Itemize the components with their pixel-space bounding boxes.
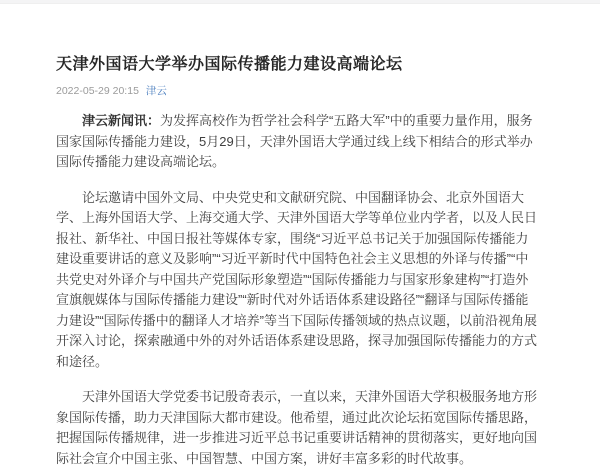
article-paragraph-3	[56, 387, 537, 469]
article-container	[56, 54, 537, 469]
paragraph-text: 为发挥高校作为哲学社会科学“五路大军”中的重要力量作用，服务国家国际传播能力建设，5月29日，天津外国语大学通过线上线下相结合的形式举办国际传播能力建设高端论坛。	[56, 113, 533, 169]
article-paragraph-2	[56, 188, 537, 373]
paragraph-text: 天津外国语大学党委书记殷奇表示，一直以来，天津外国语大学积极服务地方形象国际传播，助力天津国际大都市建设。他希望，通过此次论坛拓宽国际传播思路，把握国际传播规律，进一步推进习近平总书记重要讲话精神的贯彻落实，更好地向国际社会宣介中国主张、中国智慧、中国方案，讲好丰富多彩的时代故事。	[56, 389, 538, 466]
top-bar	[0, 0, 600, 4]
article-paragraph-1	[56, 111, 537, 173]
news-agency-lead: 津云新闻讯：	[82, 113, 161, 128]
article-title: 天津外国语大学举办国际传播能力建设高端论坛	[56, 56, 403, 73]
article-meta	[56, 85, 537, 98]
paragraph-text: 论坛邀请中国外文局、中央党史和文献研究院、中国翻译协会、北京外国语大学、上海外国语大学、上海交通大学、天津外国语大学等单位业内学者，以及人民日报社、新华社、中国日报社等媒体专家，围绕“习近平总书记关于加强国际传播能力建设重要讲话的意义及影响”“习近平新时代中国特色社会主义思想的外译与传播”“中共党史对外译介与中国共产党国际形象塑造”“国际传播能力与国家形象建构”“打造外宣旗舰媒体与国际传播能力建设”“新时代对外话语体系建设路径”“翻译与国际传播能力建设”“国际传播中的翻译人才培养”等当下国际传播领域的热点议题，以前沿视角展开深入讨论，探索融通中外的对外话语体系建设思路，探寻加强国际传播能力的方式和途径。	[56, 189, 538, 369]
publish-date: 2022-05-29 20:15	[56, 85, 139, 97]
source-link[interactable]: 津云	[145, 85, 167, 97]
